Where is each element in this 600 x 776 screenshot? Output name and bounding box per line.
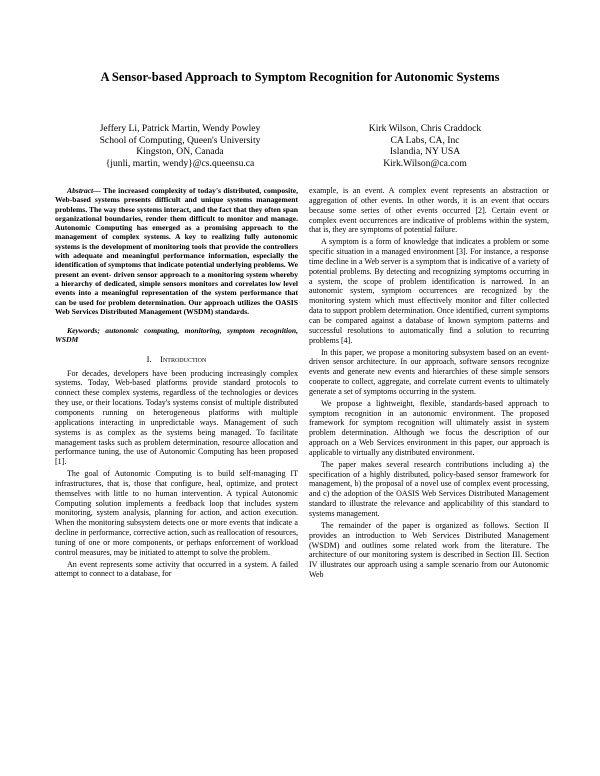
author-affiliation: CA Labs, CA, Inc xyxy=(390,134,460,146)
paragraph: For decades, developers have been producing increasingly complex systems. Today, Web-based platforms provide standard protocols to connect these complex systems, regardless of the technologies or devices they use, or their locations. Today's systems consist of multiple distributed components running on heterogeneous platforms with multiple applications interacting in unpredictable ways. Management of such systems is as complex as the systems being managed. To facilitate management tasks such as problem determination, resource allocation and performance tuning, the use of Autonomic Computing has been proposed [1]. xyxy=(55,368,298,467)
paragraph: We propose a lightweight, flexible, standards-based approach to symptom recognition in an autonomic environment. The proposed framework for symptom recognition will ultimately assist in system problem determination. Although we focus the description of our approach on a Web Services environment in this paper, our approach is applicable to virtually any distributed environment. xyxy=(309,398,549,457)
section-heading xyxy=(55,355,298,365)
section-title: Introduction xyxy=(160,353,207,364)
author-names: Kirk Wilson, Chris Craddock xyxy=(368,123,482,134)
left-column xyxy=(55,186,298,579)
author-location: Islandia, NY USA xyxy=(389,146,461,157)
abstract-label: Abstract— xyxy=(67,186,101,195)
paragraph: A symptom is a form of knowledge that indicates a problem or some specific situation in a managed environment [3]. For instance, a response time decline in a Web server is a symptom that is indicative of a variety of potential problems. By detecting and recognizing symptoms occurring in a system, the scope of problem identification is narrowed. In an autonomic system, symptom occurrences are recognized by the monitoring system which must effectively monitor and filter collected data to support problem determination. Once identified, current symptoms can be compared against a database of known symptom patterns and successful resolutions to automatically find a solution to recurring problems [4]. xyxy=(309,237,549,345)
abstract-text: The increased complexity of today's distributed, composite, Web-based systems presents difficult and unique systems management problems. The way these systems interact, and the fact that they often span organizational boundaries, render them difficult to monitor and manage. Autonomic Computing has emerged as a promising approach to the management of complex systems. A key to realizing fully autonomic systems is the development of monitoring tools that provide the controllers with adequate and meaningful performance information, especially the identification of symptoms that indicate potential underlying problems. We present an event- driven sensor approach to a monitoring system whereby a hierarchy of dedicated, simple sensors monitors and correlates low level events into a meaningful representation of the system performance that can be used for problem determination. Our approach utilizes the OASIS Web Services Distributed Management (WSDM) standards. xyxy=(55,186,298,316)
paragraph: The paper makes several research contributions including a) the specification of a highly distributed, policy-based sensor framework for management, b) the proposal of a novel use of complex event processing, and c) the adoption of the OASIS Web Services Distributed Management standard to illustrate the relevance and applicability of this standard to systems management. xyxy=(309,459,549,518)
paragraph: The remainder of the paper is organized as follows. Section II provides an introduction to Web Services Distributed Management (WSDM) and outlines some related work from the literature. The architecture of our monitoring system is described in Section III. Section IV illustrates our approach using a sample scenario from our Autonomic Web xyxy=(309,520,549,580)
paragraph: In this paper, we propose a monitoring subsystem based on an event-driven sensor architecture. In our approach, software sensors recognize events and generate new events and hierarchies of these simple sensors cooperate to collect, aggregate, and correlate current events to ultimately generate a set of symptoms occurring in the system. xyxy=(309,347,549,396)
paragraph: example, is an event. A complex event represents an abstraction or aggregation of other events. In other words, it is an event that occurs because some series of other events occurred [2]. Certain event or complex event occurrences are indicative of problems within the system, that is, they are symptoms of potential failure. xyxy=(309,186,549,235)
author-affiliation: School of Computing, Queen's University xyxy=(99,134,261,146)
right-column xyxy=(309,186,549,580)
paper-title: A Sensor-based Approach to Symptom Recognition for Autonomic Systems xyxy=(100,70,500,84)
paragraph: An event represents some activity that occurred in a system. A failed attempt to connect to a database, for xyxy=(55,559,298,579)
paragraph: The goal of Autonomic Computing is to build self-managing IT infrastructures, that is, those that configure, heal, optimize, and protect themselves with little to no human intervention. A typical Autonomic Computing solution implements a feedback loop that includes system monitoring, system analysis, planning for action, and action execution. When the monitoring subsystem detects one or more events that indicate a decline in performance, corrective action, such as reallocation of resources, tuning of one or more components, or perhaps enforcement of workload control measures, may be initiated to attempt to solve the problem. xyxy=(55,469,298,557)
author-location: Kingston, ON, Canada xyxy=(136,146,224,157)
author-block-1 xyxy=(55,123,305,169)
keywords: Keywords; autonomic computing, monitoring, symptom recognition, WSDM xyxy=(55,326,298,345)
abstract xyxy=(55,186,298,316)
author-email: {junli, martin, wendy}@cs.queensu.ca xyxy=(105,157,255,169)
author-block-2 xyxy=(300,123,550,169)
author-names: Jeffery Li, Patrick Martin, Wendy Powley xyxy=(99,123,261,134)
author-email: Kirk.Wilson@ca.com xyxy=(383,157,467,169)
section-number: I. xyxy=(146,353,152,364)
